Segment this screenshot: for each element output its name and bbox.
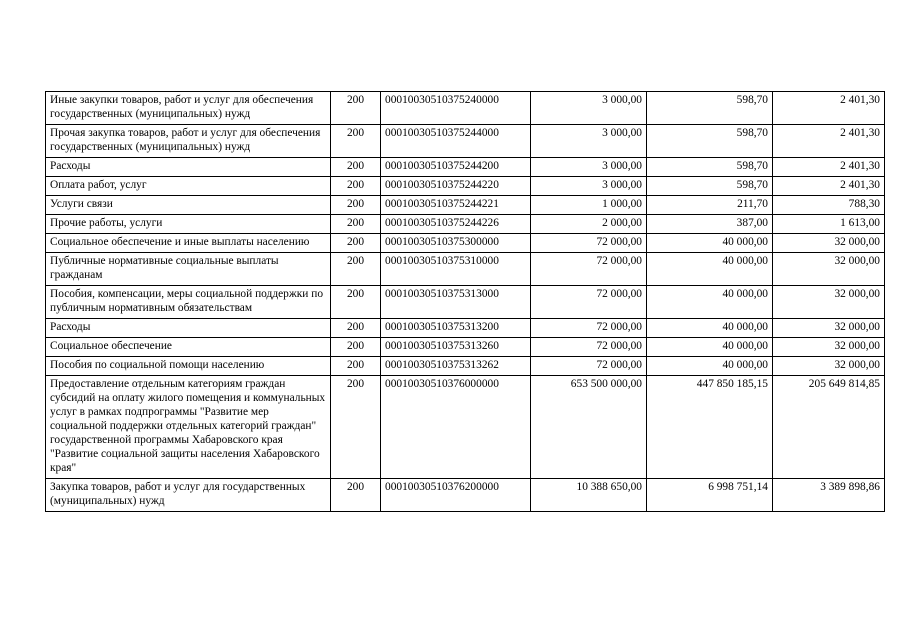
expense-name-cell: Пособия по социальной помощи населению [46,357,331,376]
approved-amount-cell: 1 000,00 [531,196,647,215]
table-row [46,177,885,196]
remaining-amount-cell: 788,30 [773,196,885,215]
classification-code-cell: 00010030510375300000 [381,234,531,253]
line-code-cell: 200 [331,215,381,234]
approved-amount-cell: 72 000,00 [531,286,647,319]
table-row [46,253,885,286]
remaining-amount-cell: 32 000,00 [773,253,885,286]
executed-amount-cell: 387,00 [647,215,773,234]
line-code-cell: 200 [331,376,381,479]
classification-code-cell: 00010030510375244220 [381,177,531,196]
table-row [46,357,885,376]
executed-amount-cell: 447 850 185,15 [647,376,773,479]
table-row [46,376,885,479]
remaining-amount-cell: 1 613,00 [773,215,885,234]
table-row [46,196,885,215]
executed-amount-cell: 40 000,00 [647,319,773,338]
executed-amount-cell: 40 000,00 [647,253,773,286]
line-code-cell: 200 [331,125,381,158]
executed-amount-cell: 40 000,00 [647,286,773,319]
approved-amount-cell: 72 000,00 [531,253,647,286]
expense-name-cell: Прочие работы, услуги [46,215,331,234]
classification-code-cell: 00010030510375244200 [381,158,531,177]
table-row [46,125,885,158]
expense-name-cell: Прочая закупка товаров, работ и услуг для обеспечения государственных (муниципальных) нужд [46,125,331,158]
executed-amount-cell: 598,70 [647,177,773,196]
remaining-amount-cell: 32 000,00 [773,319,885,338]
approved-amount-cell: 3 000,00 [531,92,647,125]
executed-amount-cell: 40 000,00 [647,234,773,253]
remaining-amount-cell: 2 401,30 [773,177,885,196]
line-code-cell: 200 [331,234,381,253]
approved-amount-cell: 72 000,00 [531,234,647,253]
table-row [46,319,885,338]
remaining-amount-cell: 2 401,30 [773,92,885,125]
approved-amount-cell: 72 000,00 [531,357,647,376]
expense-name-cell: Услуги связи [46,196,331,215]
expense-name-cell: Социальное обеспечение [46,338,331,357]
line-code-cell: 200 [331,253,381,286]
expense-name-cell: Социальное обеспечение и иные выплаты населению [46,234,331,253]
expense-name-cell: Иные закупки товаров, работ и услуг для обеспечения государственных (муниципальных) нужд [46,92,331,125]
executed-amount-cell: 211,70 [647,196,773,215]
table-row [46,286,885,319]
classification-code-cell: 00010030510375313000 [381,286,531,319]
table-row [46,234,885,253]
approved-amount-cell: 10 388 650,00 [531,479,647,512]
line-code-cell: 200 [331,196,381,215]
classification-code-cell: 00010030510375310000 [381,253,531,286]
approved-amount-cell: 72 000,00 [531,319,647,338]
classification-code-cell: 00010030510375244000 [381,125,531,158]
approved-amount-cell: 653 500 000,00 [531,376,647,479]
line-code-cell: 200 [331,357,381,376]
line-code-cell: 200 [331,177,381,196]
expense-name-cell: Предоставление отдельным категориям граждан субсидий на оплату жилого помещения и коммунальных услуг в рамках подпрограммы "Развитие мер социальной поддержки отдельных категорий граждан" государственной программы Хабаровского края "Развитие социальной защиты населения Хабаровского края" [46,376,331,479]
expense-name-cell: Публичные нормативные социальные выплаты гражданам [46,253,331,286]
remaining-amount-cell: 2 401,30 [773,125,885,158]
classification-code-cell: 00010030510375313200 [381,319,531,338]
remaining-amount-cell: 32 000,00 [773,357,885,376]
classification-code-cell: 00010030510375240000 [381,92,531,125]
remaining-amount-cell: 205 649 814,85 [773,376,885,479]
executed-amount-cell: 598,70 [647,125,773,158]
expense-name-cell: Расходы [46,158,331,177]
expense-name-cell: Пособия, компенсации, меры социальной поддержки по публичным нормативным обязательствам [46,286,331,319]
classification-code-cell: 00010030510375313262 [381,357,531,376]
approved-amount-cell: 72 000,00 [531,338,647,357]
classification-code-cell: 00010030510376000000 [381,376,531,479]
table-row [46,215,885,234]
remaining-amount-cell: 32 000,00 [773,338,885,357]
line-code-cell: 200 [331,479,381,512]
classification-code-cell: 00010030510375313260 [381,338,531,357]
classification-code-cell: 00010030510375244226 [381,215,531,234]
remaining-amount-cell: 32 000,00 [773,286,885,319]
approved-amount-cell: 3 000,00 [531,158,647,177]
approved-amount-cell: 2 000,00 [531,215,647,234]
executed-amount-cell: 40 000,00 [647,338,773,357]
classification-code-cell: 00010030510376200000 [381,479,531,512]
approved-amount-cell: 3 000,00 [531,177,647,196]
line-code-cell: 200 [331,286,381,319]
expense-name-cell: Оплата работ, услуг [46,177,331,196]
table-row [46,338,885,357]
line-code-cell: 200 [331,338,381,357]
table-body [46,92,885,512]
table-row [46,92,885,125]
executed-amount-cell: 40 000,00 [647,357,773,376]
executed-amount-cell: 6 998 751,14 [647,479,773,512]
executed-amount-cell: 598,70 [647,158,773,177]
classification-code-cell: 00010030510375244221 [381,196,531,215]
expense-name-cell: Расходы [46,319,331,338]
table-row [46,158,885,177]
remaining-amount-cell: 32 000,00 [773,234,885,253]
expense-name-cell: Закупка товаров, работ и услуг для государственных (муниципальных) нужд [46,479,331,512]
line-code-cell: 200 [331,319,381,338]
line-code-cell: 200 [331,158,381,177]
remaining-amount-cell: 3 389 898,86 [773,479,885,512]
budget-execution-table [45,91,885,512]
remaining-amount-cell: 2 401,30 [773,158,885,177]
table-row [46,479,885,512]
line-code-cell: 200 [331,92,381,125]
executed-amount-cell: 598,70 [647,92,773,125]
approved-amount-cell: 3 000,00 [531,125,647,158]
